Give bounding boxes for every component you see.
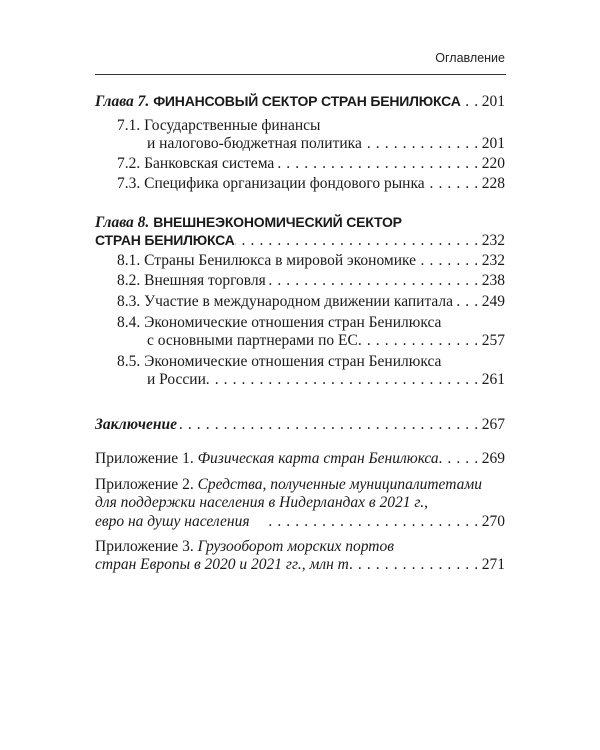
page-number: 201 <box>481 93 505 110</box>
dot-leader <box>274 154 481 173</box>
appendix-label: Приложение 2. <box>95 476 194 493</box>
toc-appendix-3-line1[interactable] <box>95 537 394 556</box>
page-number: 269 <box>481 450 505 467</box>
toc-appendix-1[interactable] <box>95 449 505 468</box>
item-title-cont: и России <box>147 371 206 388</box>
page-number: 220 <box>481 155 505 172</box>
appendix-title: Физическая карта стран Бенилюкса <box>197 450 439 467</box>
page-number: 271 <box>481 556 505 573</box>
item-number: 7.3. <box>117 175 141 192</box>
toc-item-8-4-line1[interactable] <box>117 313 441 332</box>
appendix-title-cont: евро на душу населения <box>95 513 250 530</box>
page-number: 201 <box>481 135 505 152</box>
chapter-title: ВНЕШНЕЭКОНОМИЧЕСКИЙ СЕКТОР <box>153 214 402 230</box>
dot-leader <box>235 231 482 250</box>
appendix-title-cont: стран Европы в 2020 и 2021 гг., млн т <box>95 556 349 573</box>
item-title: Страны Бенилюкса в мировой экономике <box>144 252 417 269</box>
appendix-title: Грузооборот морских портов <box>197 538 394 555</box>
toc-item-8-1[interactable] <box>117 251 505 270</box>
item-title-cont: с основными партнерами по ЕС <box>147 332 358 349</box>
dot-leader <box>362 134 482 153</box>
dot-leader <box>268 512 482 531</box>
item-title: Банковская система <box>144 155 275 172</box>
toc-item-7-2[interactable] <box>117 154 505 173</box>
item-title: Экономические отношения стран Бенилюкса <box>144 314 442 331</box>
dot-leader <box>266 271 482 290</box>
toc-appendix-2-line1[interactable] <box>95 475 482 494</box>
item-title-cont: и налогово-бюджетная политика <box>147 135 362 152</box>
chapter-title: ФИНАНСОВЫЙ СЕКТОР СТРАН БЕНИЛЮКСА <box>153 93 461 109</box>
toc-conclusion[interactable] <box>95 415 505 434</box>
item-number: 8.3. <box>117 293 141 310</box>
running-header: Оглавление <box>435 51 505 65</box>
appendix-label: Приложение 1. <box>95 450 194 467</box>
conclusion-title: Заключение <box>95 416 177 433</box>
item-number: 8.4. <box>117 314 141 331</box>
dot-leader <box>453 292 482 311</box>
item-number: 7.1. <box>117 117 141 134</box>
item-title: Экономические отношения стран Бенилюкса <box>144 353 442 370</box>
item-title: Участие в международном движении капитала <box>144 293 454 310</box>
dot-leader <box>206 370 482 389</box>
page-number: 261 <box>481 371 505 388</box>
toc-item-8-3[interactable] <box>117 292 505 311</box>
dot-leader <box>177 415 482 434</box>
item-number: 8.5. <box>117 353 141 370</box>
toc-item-8-5-line1[interactable] <box>117 352 441 371</box>
toc-chapter-8[interactable] <box>95 231 505 250</box>
toc-item-8-5[interactable] <box>147 370 505 389</box>
page-number: 267 <box>481 416 505 433</box>
toc-appendix-2[interactable] <box>95 512 505 531</box>
toc-appendix-2-line2: для поддержки населения в Нидерландах в 2021 г., <box>95 494 428 511</box>
page-number: 238 <box>481 272 505 289</box>
appendix-label: Приложение 3. <box>95 538 194 555</box>
dot-leader <box>349 555 482 574</box>
item-title: Государственные финансы <box>144 117 321 134</box>
toc-item-7-3[interactable] <box>117 174 505 193</box>
item-number: 8.1. <box>117 252 141 269</box>
dot-leader <box>461 92 482 111</box>
toc-chapter-7[interactable] <box>95 92 505 111</box>
chapter-prefix: Глава 7. <box>95 93 150 110</box>
toc-chapter-8-line1[interactable] <box>95 213 402 232</box>
dot-leader <box>358 331 482 350</box>
item-title: Специфика организации фондового рынка <box>144 175 425 192</box>
page-number: 232 <box>481 252 505 269</box>
item-number: 7.2. <box>117 155 141 172</box>
chapter-title-cont: СТРАН БЕНИЛЮКСА <box>95 232 235 248</box>
page-number: 270 <box>481 513 505 530</box>
toc-item-7-1[interactable] <box>147 134 505 153</box>
dot-leader <box>439 449 482 468</box>
page-number: 257 <box>481 332 505 349</box>
toc-item-7-1-line1[interactable] <box>117 116 320 135</box>
dot-leader <box>425 174 482 193</box>
header-rule <box>95 74 506 75</box>
appendix-title: Средства, полученные муниципалитетами <box>197 476 483 493</box>
toc-item-8-2[interactable] <box>117 271 505 290</box>
page-number: 228 <box>481 175 505 192</box>
item-number: 8.2. <box>117 272 141 289</box>
chapter-prefix: Глава 8. <box>95 214 150 231</box>
toc-item-8-4[interactable] <box>147 331 505 350</box>
page-number: 249 <box>481 293 505 310</box>
page-number: 232 <box>481 232 505 249</box>
item-title: Внешняя торговля <box>144 272 266 289</box>
dot-leader <box>416 251 482 270</box>
toc-appendix-3[interactable] <box>95 555 505 574</box>
